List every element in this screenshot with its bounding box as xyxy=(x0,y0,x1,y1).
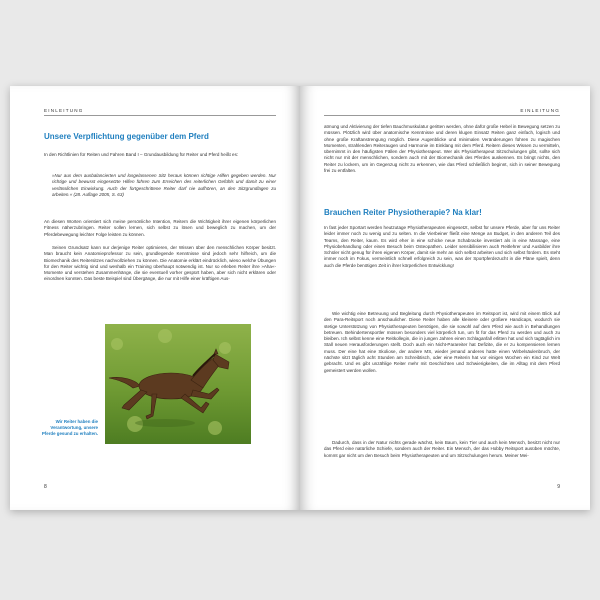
header-rule-left xyxy=(44,115,276,116)
paragraph-physio-1: In fast jeder Sportart werden heutzutage Physiotherapeuten eingesetzt, selbst für unsere Pferde, aber für uns Reiter leider immer noch zu wenig und zu selten. In die Vierbeiner fließt eine Menge an Budget, in den anderen Teil des Teams, den Reiter, kaum. Es wird eher in eine schicke neue Schabracke investiert als in eine Massage, eine Physiobehandlung oder einen Besuch beim Osteopathen. Leider sensibilisieren auch Reitlehrer und Ausbilder ihre Schüler nicht genug für ihren eigenen Körper, damit sie mehr an sich selbst arbeiten und sich selbst fördern. Es steht immer noch im Fokus, vermeintlich schnell erfolgreich zu sein, was der Sportpferdezucht in die Pläne spielt, denn auch die Pferde benötigen Zeit in ihrer körperlichen Entwicklung! xyxy=(324,225,560,268)
paragraph-physio-3: Dadurch, dass in der Natur nichts gerade wächst, kein Baum, kein Tier und auch kein Mensch, besitzt nicht nur das Pferd eine natürliche Schiefe, sondern auch der Reiter. Ein Mensch, der das Hobby Reitsport ausüben möchte, kommt gar nicht um den Besuch beim Physiotherapeuten und um Sitzschulungen herum. Meiner Mei- xyxy=(324,440,560,458)
quote-text: »Nur aus dem ausbalancierten und losgelassenen Sitz heraus können richtige Hilfen gegeben werden. Nur richtige und bewusst eingesetzte Hilfen führen zum Erreichen des reiterlichen Gefühls und damit zu einer verlässlichen Einwirkung. Auch der fortgeschrittene Reiter darf nie aufhören, an den Sitzgrundlagen zu arbeiten.« (28. Auflage 2005, S. 63) xyxy=(52,173,276,197)
paragraph-physio-2: Wie wichtig eine Betreuung und Begleitung durch Physiotherapeuten im Reitsport ist, wird mit einem Blick auf den Para-Reitsport noch anschaulicher. Diese Reiter haben alle kleinere oder größere Handicaps, wodurch sie stetige Unterstützung von Physiotherapeuten benötigen, die sie sowohl auf dem Pferd wie auch in Behandlungen betreuen. Behindertensportler müssen besonders viel körperlich tun, um fit für das Pferd zu werden und auch zu bleiben. Ich selbst kenne eine Reitkollegin, die in jungen Jahren einen Schlaganfall erlitten hat und sich tagtäglich im Stall neuen Herausforderungen stellt. Doch auch ein Nicht-Parareiter hat Defizite, die er zu kompensieren lernen muss. Der eine hat eine Skoliose, der andere MS, wieder jemand anderes hatte einen Wirbelsäulenbruch, der nächste sitzt täglich acht Stunden am Schreibtisch, oder eine Reiterin hat vor einigen Wochen ein Kind zur Welt gebracht. Und es gibt unzählige Reiter mehr mit Geschichten und Schwierigkeiten, die im Alltag mit dem Pferd gemeistert werden wollen. xyxy=(324,311,560,373)
paragraph-2: Seinen Grundsatz kann nur derjenige Reiter optimieren, der Wissen über den menschlichen Körper besitzt. Man braucht kein Anatomieprofessor zu sein, grundlegende Kenntnisse sind jedoch sehr hilfreich, um die Biomechanik des Reitersitzes nachvollziehen zu können. Die Anatomie erklärt eindrücklich, wieso welche Übungen für den Reiter wichtig sind und weshalb ein Training überhaupt notwendig ist. Nur so erleben Reiter ihre »Aha«-Momente und verstehen Zusammenhänge, die sie eventuell vorher gespürt haben, aber sich nicht erklären oder einordnen konnten. Das beste Beispiel sind Übergänge, die nur mit Hilfe einer kräftigen Aus- xyxy=(44,245,276,282)
horse-photo xyxy=(105,324,251,444)
paragraph-1: An diesen Worten orientiert sich meine persönliche Intention, Reitern die Wichtigkeit ihrer eigenen körperlichen Fitness näherzubringen. Reiter sollen lernen, sich selbst zu lösen und beweglich zu machen, um der Pferdebewegung leichter Folge leisten zu können. xyxy=(44,219,276,237)
running-head-right: EINLEITUNG xyxy=(520,108,560,113)
running-head-left: EINLEITUNG xyxy=(44,108,84,113)
page-number-right: 9 xyxy=(557,484,560,490)
right-page xyxy=(300,86,590,510)
intro-text: In den Richtlinien für Reiten und Fahren Band I – Grundausbildung für Reiter und Pferd heißt es: xyxy=(44,152,239,157)
photo-caption: Wir Reiter haben die Verantwortung, unsere Pferde gesund zu erhalten. xyxy=(41,419,98,436)
paragraph-continuation: atmung und Aktivierung der tiefen Bauchmuskulatur geritten werden, ohne dafür große Hebel in Bewegung setzen zu müssen. Plötzlich wird über anatomische Kenntnisse und deren klugen Einsatz Reiten ganz einfach, logisch und ohne große Kraftanstrengung möglich. Diese Augenblicke und minimalen Veränderungen führen zu magischen Momenten, strahlenden Reiteraugen und Harmonie im Einklang mit dem Pferd. Reitern dieses Wissen zu vermitteln, übernimmt in den häufigsten Fällen der Physiotherapeut. Wer als Physiotherapeut Sitzschulungen gibt, sollte sich nicht nur mit der menschlichen, sondern auch mit der Biomechanik des Pferdes auskennen. Es bringt nichts, den Reiter zu lockern, um im Gegenzug nicht zu erkennen, wie das Pferd schließlich beginnt, sich in seiner Bewegung frei zu entfalten. xyxy=(324,124,560,174)
header-rule-right xyxy=(324,115,560,116)
heading-physiotherapie: Brauchen Reiter Physiotherapie? Na klar! xyxy=(324,208,482,217)
page-number-left: 8 xyxy=(44,484,47,490)
heading-verpflichtung: Unsere Verpflichtung gegenüber dem Pferd xyxy=(44,132,209,141)
left-page xyxy=(10,86,300,510)
book-spread xyxy=(10,86,590,510)
horse-galloping-image xyxy=(105,324,251,444)
